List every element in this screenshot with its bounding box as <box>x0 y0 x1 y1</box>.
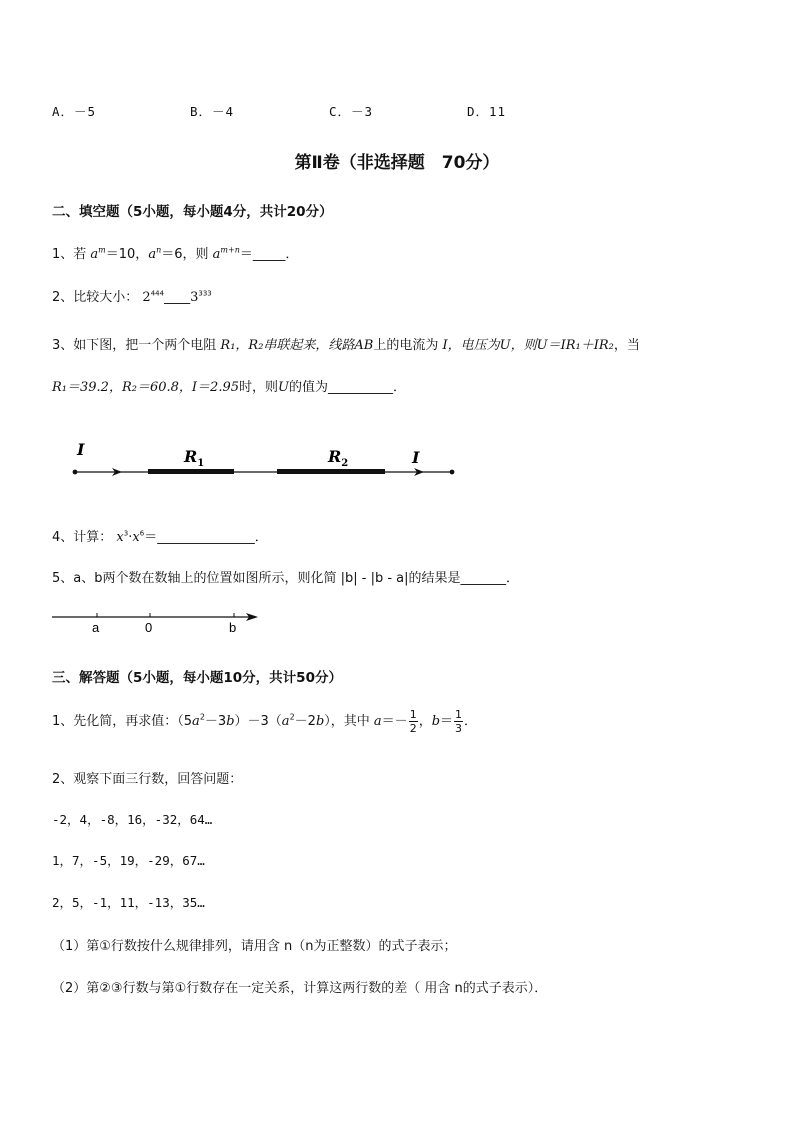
fill-q4: 4、计算： $x^3\cdot x^6=\_\_\_\_\_\_\_\_\_\_\_\_\_\_\_$． <box>52 529 268 545</box>
r1-label: $R_1$ <box>184 447 205 469</box>
fraction-half: $\frac{1}{2}$ <box>409 708 417 735</box>
r2-label: $R_2$ <box>328 447 349 469</box>
solve-section-heading: 三、解答题（5小题，每小题10分，共计50分） <box>52 670 342 686</box>
resistor-r2 <box>277 469 385 474</box>
option-c: C．－3 <box>329 104 374 119</box>
fill-section-heading: 二、填空题（5小题，每小题4分，共计20分） <box>52 204 333 220</box>
fill-q3-line2: R₁＝39.2，R₂＝60.8，I＝2.95时，则U的值为__________． <box>52 380 406 395</box>
sequence-row-1: -2，4，-8，16，-32，64… <box>52 812 213 827</box>
fill-q1: 1、若 $a^m=10$，$a^n=6$，则 $a^{m+n}=\_\_\_\_\_$． <box>52 245 299 262</box>
sequence-row-3: 2，5，-1，11，-13，35… <box>52 895 205 910</box>
fill-q5: 5、a、b两个数在数轴上的位置如图所示，则化简 |b| - |b - a|的结果是_______． <box>52 571 520 586</box>
sequence-row-2: 1，7，-5，19，-29，67… <box>52 853 205 868</box>
solve-q1: 1、先化简，再求值：$(5a^2-3b)-3(a^2-2b)$，其中 a＝－ $\frac{1}{2}$ ，b＝ $\frac{1}{3}$ ． <box>52 708 478 735</box>
label-a: a <box>92 620 100 635</box>
option-d: D．11 <box>467 104 507 119</box>
solve-q2-sub2: （2）第②③行数与第①行数存在一定关系，计算这两行数的差（ 用含 n的式子表示）． <box>52 981 548 996</box>
option-a: A．－5 <box>52 104 97 119</box>
solve-q2-intro: 2、观察下面三行数，回答问题： <box>52 772 243 787</box>
circuit-diagram <box>60 435 470 485</box>
right-terminal <box>450 470 455 475</box>
current-label-right: I <box>412 448 420 467</box>
part2-title: 第Ⅱ卷（非选择题 70分） <box>294 153 500 173</box>
label-zero: 0 <box>145 620 153 635</box>
option-b: B．－4 <box>190 104 235 119</box>
number-line <box>50 608 265 636</box>
resistor-r1 <box>148 469 234 474</box>
fill-q3-line1: 3、如下图，把一个两个电阻 R₁，R₂串联起来，线路AB上的电流为 I，电压为U，则U＝IR₁＋IR₂，当 <box>52 338 640 353</box>
solve-q2-sub1: （1）第①行数按什么规律排列，请用含 n（n为正整数）的式子表示； <box>52 939 457 954</box>
left-terminal <box>73 470 78 475</box>
current-label-left: I <box>77 440 85 459</box>
fraction-third: $\frac{1}{3}$ <box>455 708 463 735</box>
fill-q2: 2、比较大小： $2^{444}\_\_\_\_3^{333}$ <box>52 289 212 305</box>
label-b: b <box>229 620 237 635</box>
